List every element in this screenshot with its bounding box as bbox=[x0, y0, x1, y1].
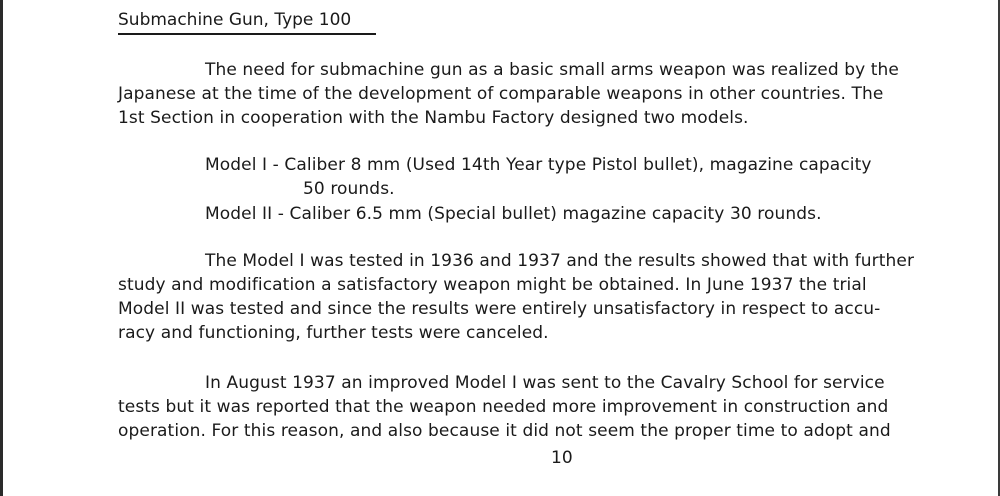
paragraph2-line3: Model II was tested and since the results were entirely unsatisfactory in respect to accu- bbox=[118, 299, 881, 319]
paragraph2-line4: racy and functioning, further tests were canceled. bbox=[118, 323, 549, 343]
paragraph3-line3: operation. For this reason, and also because it did not seem the proper time to adopt and bbox=[118, 421, 891, 441]
paragraph2-line2: study and modification a satisfactory weapon might be obtained. In June 1937 the trial bbox=[118, 275, 867, 295]
model2-line: Model II - Caliber 6.5 mm (Special bullet) magazine capacity 30 rounds. bbox=[205, 204, 822, 224]
paragraph1-line1: The need for submachine gun as a basic small arms weapon was realized by the bbox=[205, 60, 899, 80]
paragraph3-line2: tests but it was reported that the weapon needed more improvement in construction and bbox=[118, 397, 889, 417]
section-heading: Submachine Gun, Type 100 bbox=[118, 10, 376, 35]
model1-line2: 50 rounds. bbox=[303, 179, 395, 199]
page-number: 10 bbox=[551, 448, 573, 468]
paragraph3-line1: In August 1937 an improved Model I was sent to the Cavalry School for service bbox=[205, 373, 885, 393]
paragraph2-line1: The Model I was tested in 1936 and 1937 and the results showed that with further bbox=[205, 251, 915, 271]
paragraph1-line2: Japanese at the time of the development of comparable weapons in other countries. The bbox=[118, 84, 884, 104]
page-left-border bbox=[0, 0, 3, 496]
model1-line1: Model I - Caliber 8 mm (Used 14th Year type Pistol bullet), magazine capacity bbox=[205, 155, 872, 175]
paragraph1-line3: 1st Section in cooperation with the Nambu Factory designed two models. bbox=[118, 108, 749, 128]
